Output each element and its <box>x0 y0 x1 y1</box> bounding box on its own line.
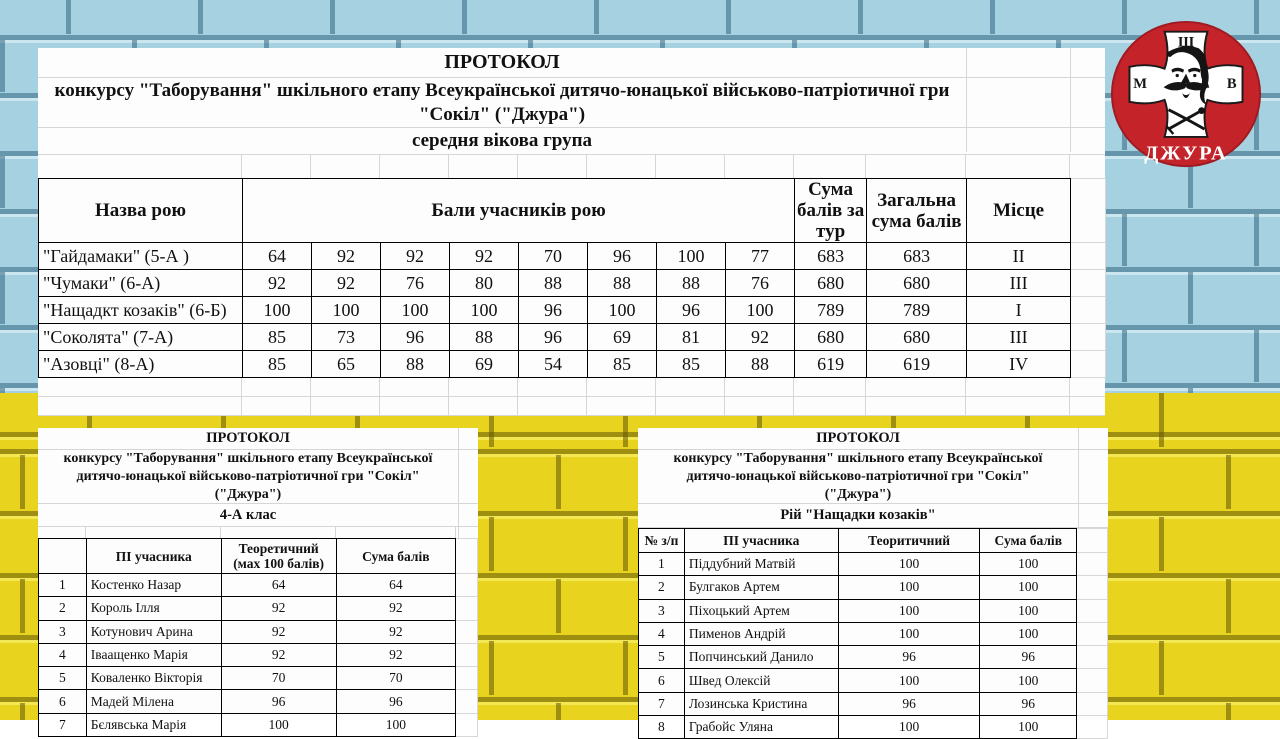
grid-cell <box>587 155 656 178</box>
score-cell: 96 <box>657 297 726 324</box>
num-cell: 4 <box>39 643 87 666</box>
logo-letter-right: В <box>1226 76 1237 93</box>
theory-cell: 64 <box>221 574 336 597</box>
sum-cell: 70 <box>336 667 456 690</box>
right-subtitle <box>638 450 1078 504</box>
tour-sum-cell: 789 <box>795 297 867 324</box>
grid-line-vertical <box>966 48 967 152</box>
logo-letter-left: М <box>1133 76 1148 93</box>
participant-cell: Піхоцький Артем <box>684 599 838 622</box>
participant-cell: Коваленко Вікторія <box>86 667 221 690</box>
table-row <box>639 599 1108 622</box>
table-row <box>39 243 1106 270</box>
theory-cell: 100 <box>838 622 980 645</box>
left-subtitle <box>38 450 458 504</box>
theory-header-line1: Теоретичний <box>238 541 319 556</box>
main-subtitle-line2: "Сокіл" ("Джура") <box>418 103 586 125</box>
main-subtitle-line1: конкурсу "Таборування" шкільного етапу Всеукраїнської дитячо-юнацької військово-патріотичної гри <box>54 79 950 101</box>
table-row <box>639 669 1108 692</box>
participant-cell: Піддубний Матвій <box>684 553 838 576</box>
sum-cell: 92 <box>336 620 456 643</box>
left-subtitle-line1: конкурсу "Таборування" шкільного етапу Всеукраїнської <box>63 450 433 466</box>
table-row <box>39 690 478 713</box>
num-cell: 4 <box>639 622 685 645</box>
score-cell: 80 <box>450 270 519 297</box>
grid-cell <box>1070 378 1105 397</box>
grid-cell <box>866 397 966 416</box>
score-cell: 88 <box>726 351 795 378</box>
grid-cell <box>1077 553 1108 576</box>
sum-cell: 96 <box>980 646 1077 669</box>
score-cell: 81 <box>657 324 726 351</box>
num-cell: 7 <box>39 713 87 736</box>
score-cell: 92 <box>312 270 381 297</box>
score-cell: 65 <box>312 351 381 378</box>
total-sum-cell: 789 <box>867 297 967 324</box>
grid-cell <box>794 155 866 178</box>
sheet-main <box>38 48 1105 415</box>
participant-cell: Пименов Андрій <box>684 622 838 645</box>
score-cell: 96 <box>588 243 657 270</box>
score-cell: 96 <box>519 297 588 324</box>
grid-cell <box>966 397 1070 416</box>
grid-cell <box>518 155 587 178</box>
grid-cell <box>38 527 86 538</box>
theory-cell: 96 <box>838 692 980 715</box>
grid-cell <box>456 527 478 538</box>
score-cell: 85 <box>588 351 657 378</box>
score-cell: 92 <box>312 243 381 270</box>
table-row <box>39 643 478 666</box>
sum-cell: 100 <box>336 713 456 736</box>
sheet-class-4a <box>38 428 478 732</box>
grid-cell <box>1070 397 1105 416</box>
col-header-total-sum: Загальна сума балів <box>867 179 967 243</box>
tour-sum-cell: 619 <box>795 351 867 378</box>
grid-cell <box>866 155 966 178</box>
main-subtitle <box>38 79 966 127</box>
table-row <box>39 620 478 643</box>
participant-cell: Мадей Мілена <box>86 690 221 713</box>
grid-line-vertical <box>458 428 459 538</box>
grid-cell <box>966 155 1070 178</box>
left-subtitle-row <box>38 450 478 504</box>
num-cell: 3 <box>39 620 87 643</box>
score-cell: 88 <box>657 270 726 297</box>
sum-cell: 92 <box>336 597 456 620</box>
total-sum-cell: 680 <box>867 270 967 297</box>
grid-cell <box>456 643 478 666</box>
right-subtitle-row <box>638 450 1108 504</box>
theory-cell: 92 <box>221 620 336 643</box>
grid-cell <box>456 574 478 597</box>
grid-cell <box>311 397 380 416</box>
score-cell: 100 <box>726 297 795 324</box>
tour-sum-cell: 680 <box>795 270 867 297</box>
sum-cell: 100 <box>980 576 1077 599</box>
grid-cell <box>86 527 221 538</box>
score-cell: 88 <box>450 324 519 351</box>
grid-cell <box>1071 179 1106 243</box>
table-row <box>39 351 1106 378</box>
score-cell: 76 <box>726 270 795 297</box>
participant-cell: Грабойс Уляна <box>684 716 838 739</box>
tour-sum-cell: 680 <box>795 324 867 351</box>
grid-cell <box>966 378 1070 397</box>
num-cell: 2 <box>39 597 87 620</box>
ghost-grid-row <box>38 378 1105 397</box>
total-sum-cell: 619 <box>867 351 967 378</box>
grid-cell <box>1071 324 1106 351</box>
grid-cell <box>725 397 794 416</box>
grid-cell <box>1070 155 1105 178</box>
grid-cell <box>242 378 311 397</box>
sum-cell: 64 <box>336 574 456 597</box>
grid-cell <box>456 690 478 713</box>
logo-label: ДЖУРА <box>1144 142 1228 165</box>
grid-cell <box>456 597 478 620</box>
grid-cell <box>587 397 656 416</box>
theory-cell: 96 <box>221 690 336 713</box>
sum-cell: 100 <box>980 622 1077 645</box>
col-header-name: Назва рою <box>39 179 243 243</box>
num-cell: 2 <box>639 576 685 599</box>
grid-cell <box>518 397 587 416</box>
grid-line-vertical <box>1078 428 1079 528</box>
col-header-tour-sum: Сума балів за тур <box>795 179 867 243</box>
grid-cell <box>380 155 449 178</box>
right-title-row <box>638 428 1108 450</box>
score-cell: 85 <box>243 351 312 378</box>
page-title: ПРОТОКОЛ <box>444 51 560 73</box>
class-4a-table <box>38 538 478 737</box>
num-cell: 5 <box>639 646 685 669</box>
participant-cell: Котунович Арина <box>86 620 221 643</box>
total-sum-cell: 683 <box>867 243 967 270</box>
table-row <box>39 713 478 736</box>
grid-cell <box>725 378 794 397</box>
participant-cell: Бєлявська Марія <box>86 713 221 736</box>
participant-cell: Булгаков Артем <box>684 576 838 599</box>
table-row <box>39 297 1106 324</box>
grid-cell <box>221 527 336 538</box>
score-cell: 100 <box>312 297 381 324</box>
logo-letter-top: Ш <box>1177 34 1195 51</box>
score-cell: 92 <box>450 243 519 270</box>
row-name-cell: "Чумаки" (6-А) <box>39 270 243 297</box>
theory-cell: 96 <box>838 646 980 669</box>
dzhura-logo <box>1108 20 1264 172</box>
score-cell: 54 <box>519 351 588 378</box>
num-cell: 3 <box>639 599 685 622</box>
col-header-sum: Сума балів <box>336 539 456 574</box>
tour-sum-cell: 683 <box>795 243 867 270</box>
grid-line-vertical <box>1070 48 1071 152</box>
grid-cell <box>1077 669 1108 692</box>
grid-cell <box>38 155 242 178</box>
sum-cell: 100 <box>980 716 1077 739</box>
participant-cell: Костенко Назар <box>86 574 221 597</box>
table-row <box>39 667 478 690</box>
right-subtitle-line1: конкурсу "Таборування" шкільного етапу Всеукраїнської <box>673 450 1043 466</box>
grid-cell <box>456 620 478 643</box>
sum-cell: 100 <box>980 669 1077 692</box>
grid-cell <box>311 155 380 178</box>
grid-cell <box>242 397 311 416</box>
ghost-grid-row <box>38 397 1105 416</box>
right-subtitle-line2: дитячо-юнацької військово-патріотичної гри "Сокіл" <box>686 468 1030 484</box>
table-row <box>639 692 1108 715</box>
roi-label: Рій "Нащадки козаків" <box>780 507 936 523</box>
grid-cell <box>656 397 725 416</box>
score-cell: 100 <box>657 243 726 270</box>
sum-cell: 96 <box>336 690 456 713</box>
place-cell: IV <box>967 351 1071 378</box>
num-cell: 8 <box>639 716 685 739</box>
num-cell: 1 <box>39 574 87 597</box>
grid-cell <box>242 155 311 178</box>
col-header-place: Місце <box>967 179 1071 243</box>
place-cell: II <box>967 243 1071 270</box>
row-name-cell: "Нащадкт козаків" (6-Б) <box>39 297 243 324</box>
col-header-sum: Сума балів <box>980 529 1077 553</box>
score-cell: 92 <box>726 324 795 351</box>
main-results-table <box>38 178 1106 378</box>
num-cell: 6 <box>639 669 685 692</box>
score-cell: 92 <box>381 243 450 270</box>
score-cell: 88 <box>381 351 450 378</box>
table-row <box>39 597 478 620</box>
theory-cell: 92 <box>221 643 336 666</box>
score-cell: 85 <box>243 324 312 351</box>
grid-cell <box>38 397 242 416</box>
col-header-theory <box>221 539 336 574</box>
grid-cell <box>449 378 518 397</box>
participant-cell: Лозинська Кристина <box>684 692 838 715</box>
grid-cell <box>1077 646 1108 669</box>
main-subtitle-row <box>38 78 1105 128</box>
score-cell: 70 <box>519 243 588 270</box>
participant-cell: Попчинський Данило <box>684 646 838 669</box>
score-cell: 100 <box>588 297 657 324</box>
right-subtitle-line3: ("Джура") <box>824 486 892 502</box>
score-cell: 69 <box>450 351 519 378</box>
grid-cell <box>38 378 242 397</box>
score-cell: 100 <box>381 297 450 324</box>
theory-cell: 100 <box>838 599 980 622</box>
grid-cell <box>656 155 725 178</box>
table-row <box>639 622 1108 645</box>
right-title: ПРОТОКОЛ <box>816 430 900 446</box>
ghost-grid-row <box>38 527 478 538</box>
table-row <box>39 574 478 597</box>
score-cell: 69 <box>588 324 657 351</box>
participant-cell: Король Ілля <box>86 597 221 620</box>
place-cell: III <box>967 270 1071 297</box>
col-header-theory: Теоритичний <box>838 529 980 553</box>
grid-cell <box>1077 692 1108 715</box>
theory-cell: 70 <box>221 667 336 690</box>
score-cell: 100 <box>450 297 519 324</box>
table-header-row <box>39 539 478 574</box>
num-cell: 6 <box>39 690 87 713</box>
table-row <box>639 576 1108 599</box>
left-subtitle-line3: ("Джура") <box>214 486 282 502</box>
row-name-cell: "Соколята" (7-А) <box>39 324 243 351</box>
grid-cell <box>380 397 449 416</box>
score-cell: 88 <box>588 270 657 297</box>
participant-cell: Швед Олексій <box>684 669 838 692</box>
grid-cell <box>449 397 518 416</box>
sum-cell: 100 <box>980 553 1077 576</box>
main-title-row <box>38 48 1105 78</box>
class-label: 4-А клас <box>219 506 277 523</box>
grid-cell <box>456 667 478 690</box>
grid-cell <box>794 397 866 416</box>
place-cell: III <box>967 324 1071 351</box>
left-title: ПРОТОКОЛ <box>206 430 290 446</box>
table-row <box>639 716 1108 739</box>
grid-cell <box>794 378 866 397</box>
class-label-row <box>38 504 478 527</box>
num-cell: 1 <box>639 553 685 576</box>
age-group-row <box>38 128 1105 155</box>
total-sum-cell: 680 <box>867 324 967 351</box>
theory-header-line2: (мах 100 балів) <box>233 556 325 571</box>
table-row <box>639 553 1108 576</box>
left-title-row <box>38 428 478 450</box>
place-cell: I <box>967 297 1071 324</box>
score-cell: 64 <box>243 243 312 270</box>
score-cell: 100 <box>243 297 312 324</box>
grid-cell <box>1077 529 1108 553</box>
sum-cell: 92 <box>336 643 456 666</box>
cossack-emblem <box>1108 20 1264 172</box>
table-header-row <box>639 529 1108 553</box>
grid-cell <box>1071 270 1106 297</box>
sum-cell: 100 <box>980 599 1077 622</box>
col-header-num <box>39 539 87 574</box>
grid-cell <box>311 378 380 397</box>
score-cell: 85 <box>657 351 726 378</box>
age-group-label: середня вікова група <box>411 130 593 151</box>
col-header-participant: ПІ учасника <box>86 539 221 574</box>
col-header-num: № з/п <box>639 529 685 553</box>
table-header-row <box>39 179 1106 243</box>
num-cell: 5 <box>39 667 87 690</box>
num-cell: 7 <box>639 692 685 715</box>
score-cell: 96 <box>519 324 588 351</box>
grid-cell <box>1077 576 1108 599</box>
score-cell: 73 <box>312 324 381 351</box>
theory-cell: 100 <box>221 713 336 736</box>
grid-cell <box>656 378 725 397</box>
grid-cell <box>380 378 449 397</box>
grid-cell <box>456 539 478 574</box>
sheet-roi-nashchadky <box>638 428 1108 735</box>
sum-cell: 96 <box>980 692 1077 715</box>
score-cell: 77 <box>726 243 795 270</box>
roi-label-row <box>638 504 1108 528</box>
grid-cell <box>456 713 478 736</box>
col-header-participant: ПІ учасника <box>684 529 838 553</box>
participant-cell: Іваащенко Марія <box>86 643 221 666</box>
grid-cell <box>1071 243 1106 270</box>
grid-cell <box>518 378 587 397</box>
table-row <box>39 270 1106 297</box>
grid-cell <box>1077 622 1108 645</box>
grid-cell <box>866 378 966 397</box>
grid-cell <box>1071 297 1106 324</box>
table-row <box>39 324 1106 351</box>
theory-cell: 92 <box>221 597 336 620</box>
theory-cell: 100 <box>838 553 980 576</box>
ghost-grid-row <box>38 155 1105 178</box>
row-name-cell: "Гайдамаки" (5-А ) <box>39 243 243 270</box>
row-name-cell: "Азовці" (8-А) <box>39 351 243 378</box>
grid-cell <box>336 527 456 538</box>
score-cell: 76 <box>381 270 450 297</box>
col-header-scores: Бали учасників рою <box>243 179 795 243</box>
theory-cell: 100 <box>838 716 980 739</box>
score-cell: 96 <box>381 324 450 351</box>
roi-table <box>638 528 1108 739</box>
theory-cell: 100 <box>838 576 980 599</box>
score-cell: 88 <box>519 270 588 297</box>
grid-cell <box>587 378 656 397</box>
theory-cell: 100 <box>838 669 980 692</box>
grid-cell <box>449 155 518 178</box>
grid-cell <box>1071 351 1106 378</box>
grid-cell <box>1077 716 1108 739</box>
grid-cell <box>1077 599 1108 622</box>
table-row <box>639 646 1108 669</box>
grid-cell <box>725 155 794 178</box>
left-subtitle-line2: дитячо-юнацької військово-патріотичної гри "Сокіл" <box>76 468 420 484</box>
score-cell: 92 <box>243 270 312 297</box>
